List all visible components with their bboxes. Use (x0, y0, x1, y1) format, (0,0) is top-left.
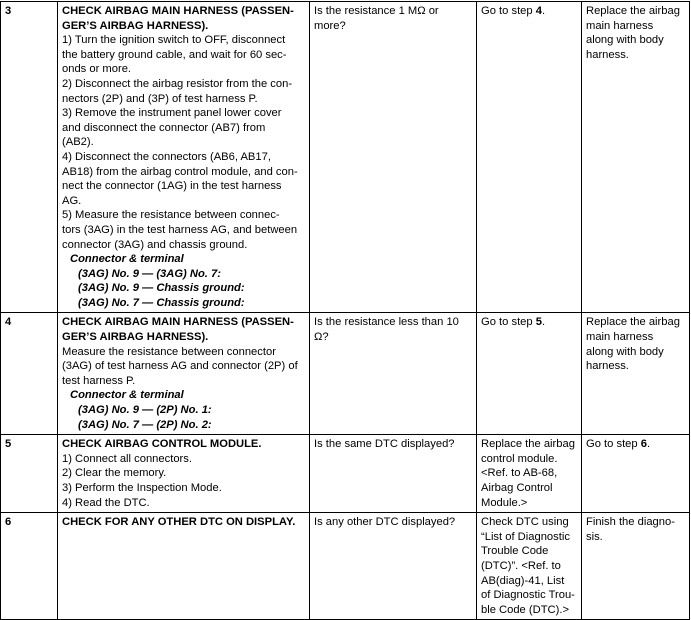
connector-terminal-item: (3AG) No. 9 — (2P) No. 1: (78, 404, 212, 417)
no-cell (582, 435, 690, 513)
question-cell (310, 435, 477, 513)
instruction-line: 4) Read the DTC. (62, 496, 150, 509)
step-title: CHECK AIRBAG CONTROL MODULE. (62, 438, 262, 451)
yes-action-line: Trouble Code (481, 545, 549, 558)
question-text: more? (314, 19, 346, 32)
no-action-line: main harness (586, 331, 654, 344)
step-link[interactable]: 4 (535, 5, 542, 17)
instruction-line: connector (3AG) and chassis ground. (62, 238, 248, 251)
step-number: 3 (1, 2, 58, 313)
no-cell (582, 513, 690, 620)
check-cell (58, 513, 310, 620)
table-row (1, 2, 690, 313)
question-text: Ω? (314, 331, 329, 344)
no-action-line: main harness (586, 19, 654, 32)
yes-action-line: control module. (481, 452, 558, 465)
table-row (1, 435, 690, 513)
instruction-line: 2) Disconnect the airbag resistor from the con- (62, 77, 293, 90)
table-row (1, 513, 690, 620)
check-cell (58, 435, 310, 513)
question-cell (310, 513, 477, 620)
yes-action-line: ble Code (DTC).> (481, 603, 569, 616)
instruction-line: 3) Perform the Inspection Mode. (62, 482, 222, 494)
table-row (1, 313, 690, 435)
no-action-line: along with body (586, 345, 664, 358)
check-cell (58, 313, 310, 435)
no-action-line: harness. (586, 360, 629, 373)
step-link[interactable]: 5 (535, 316, 542, 329)
no-action-text: Go to step (586, 438, 641, 451)
question-text: Is the resistance less than 10 (314, 316, 459, 329)
connector-terminal-item: (3AG) No. 7 — (2P) No. 2: (78, 418, 212, 431)
step-title: GER’S AIRBAG HARNESS). (62, 331, 209, 344)
instruction-line: 3) Remove the instrument panel lower cover (62, 107, 282, 120)
diagnostic-table (0, 1, 690, 620)
instruction-line: nect the connector (1AG) in the test harness (62, 180, 282, 193)
step-title: GER’S AIRBAG HARNESS). (62, 19, 209, 32)
yes-action-line: of Diagnostic Trou- (481, 589, 575, 602)
no-action-line: Finish the diagno- (586, 516, 675, 529)
yes-action-line: Replace the airbag (481, 438, 575, 451)
step-title: CHECK AIRBAG MAIN HARNESS (PASSEN- (62, 316, 294, 329)
instruction-line: Measure the resistance between connector (62, 345, 276, 358)
question-text: Is the same DTC displayed? (314, 438, 455, 451)
instruction-line: the battery ground cable, and wait for 60 sec- (62, 48, 287, 61)
connector-terminal-item: (3AG) No. 9 — Chassis ground: (78, 282, 245, 295)
connector-terminal-item: (3AG) No. 7 — Chassis ground: (78, 296, 245, 309)
instruction-line: AB18) from the airbag control module, and con- (62, 165, 298, 178)
yes-cell (477, 435, 582, 513)
instruction-line: AG. (62, 194, 82, 207)
no-cell (582, 313, 690, 435)
step-link[interactable]: 6 (640, 438, 647, 451)
check-cell (58, 2, 310, 313)
step-title: CHECK FOR ANY OTHER DTC ON DISPLAY. (62, 516, 296, 529)
step-title: CHECK AIRBAG MAIN HARNESS (PASSEN- (62, 5, 294, 17)
yes-action-text: . (541, 5, 546, 17)
instruction-line: onds or more. (62, 63, 132, 76)
yes-action-line: Airbag Control (481, 482, 553, 494)
no-cell (582, 2, 690, 313)
yes-action-text: Go to step (481, 316, 536, 329)
no-action-line: sis. (586, 530, 603, 543)
question-cell (310, 313, 477, 435)
instruction-line: 2) Clear the memory. (62, 467, 167, 480)
instruction-line: 4) Disconnect the connectors (AB6, AB17, (62, 150, 271, 163)
instruction-line: tors (3AG) in the test harness AG, and between (62, 223, 298, 236)
yes-action-line: AB(diag)-41, List (481, 574, 565, 587)
yes-action-line: <Ref. to AB-68, (481, 467, 558, 480)
question-cell (310, 2, 477, 313)
question-text: Is the resistance 1 MΩ or (314, 5, 439, 17)
connector-terminal-label: Connector & terminal (70, 253, 184, 266)
yes-cell (477, 2, 582, 313)
instruction-line: and disconnect the connector (AB7) from (62, 121, 266, 134)
step-number: 5 (1, 435, 58, 513)
yes-action-line: “List of Diagnostic (481, 530, 570, 543)
instruction-line: 1) Connect all connectors. (62, 452, 192, 465)
no-action-line: harness. (586, 48, 629, 61)
yes-cell (477, 513, 582, 620)
yes-action-text: . (541, 316, 546, 329)
yes-action-text: Go to step (481, 5, 536, 17)
connector-terminal-item: (3AG) No. 9 — (3AG) No. 7: (78, 267, 221, 280)
no-action-line: Replace the airbag (586, 316, 680, 329)
connector-terminal-label: Connector & terminal (70, 389, 184, 402)
no-action-text: . (646, 438, 651, 451)
instruction-line: nectors (2P) and (3P) of test harness P. (62, 92, 258, 105)
instruction-line: (AB2). (62, 136, 94, 149)
no-action-line: along with body (586, 34, 664, 47)
yes-action-line: Module.> (481, 496, 528, 509)
yes-cell (477, 313, 582, 435)
step-number: 6 (1, 513, 58, 620)
step-number: 4 (1, 313, 58, 435)
instruction-line: test harness P. (62, 374, 136, 387)
yes-action-line: Check DTC using (481, 516, 569, 529)
no-action-line: Replace the airbag (586, 5, 680, 17)
yes-action-line: (DTC)”. <Ref. to (481, 559, 561, 572)
instruction-line: 5) Measure the resistance between connec- (62, 209, 280, 222)
instruction-line: (3AG) of test harness AG and connector (2P) of (62, 360, 298, 373)
question-text: Is any other DTC displayed? (314, 516, 456, 529)
instruction-line: 1) Turn the ignition switch to OFF, disconnect (62, 34, 286, 47)
